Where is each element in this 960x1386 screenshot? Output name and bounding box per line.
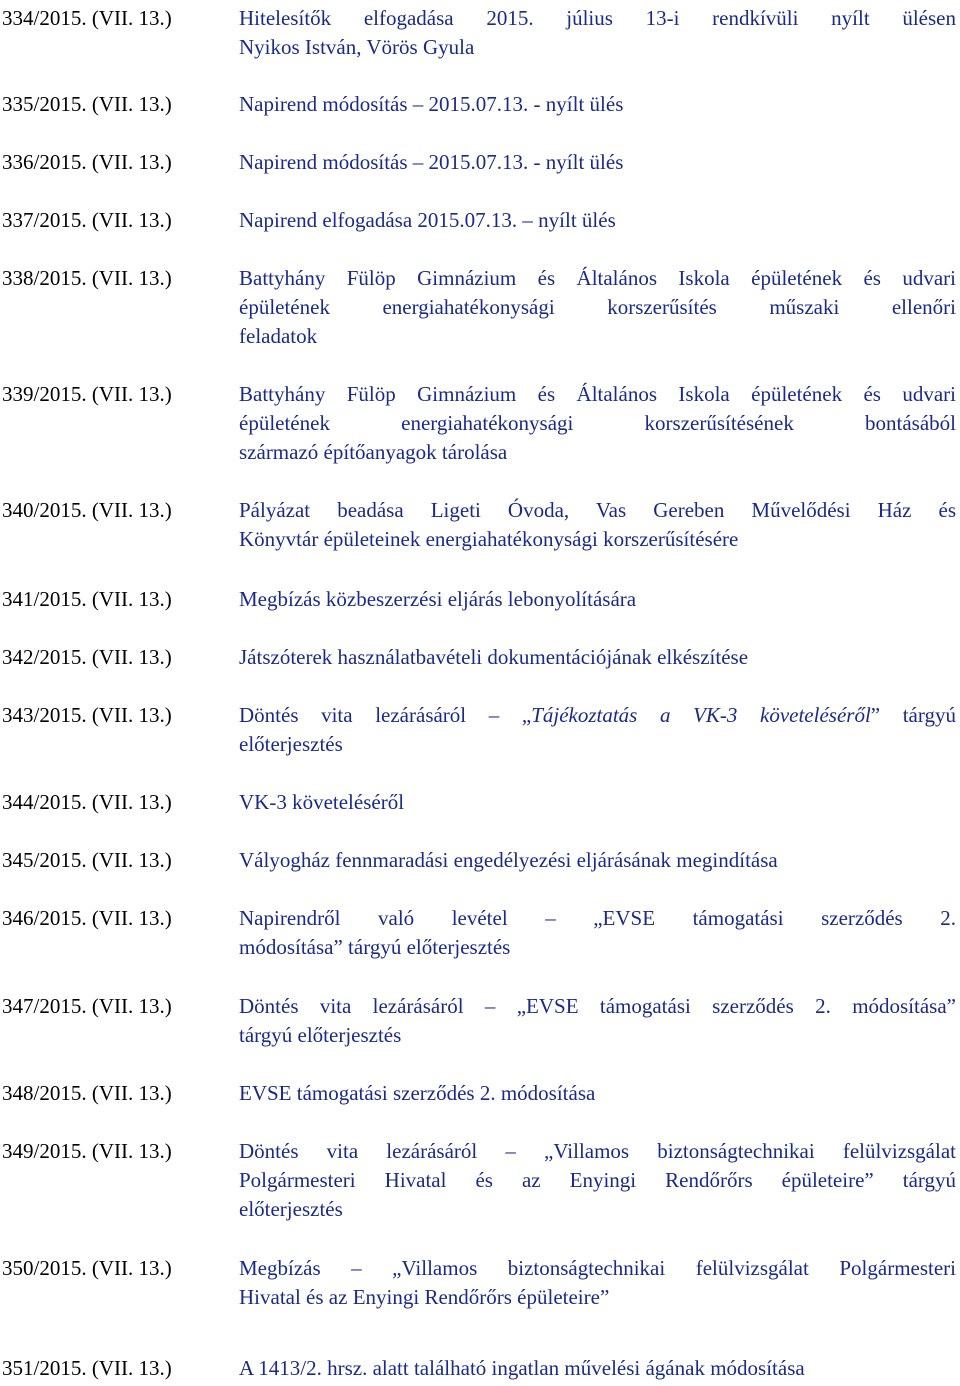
title-line: épületének energiahatékonysági korszerűsítésének bontásából: [239, 411, 956, 435]
title-line: feladatok: [239, 324, 318, 348]
resolution-title: [239, 206, 956, 235]
title-line: Könyvtár épületeinek energiahatékonysági korszerűsítésére: [239, 527, 739, 551]
resolution-title: [239, 496, 956, 554]
resolution-number: 334/2015. (VII. 13.): [2, 6, 172, 30]
resolution-title: [239, 1354, 956, 1383]
title-line: előterjesztés: [239, 1197, 343, 1221]
title-line: Battyhány Fülöp Gimnázium és Általános Iskola épületének és udvari: [239, 266, 956, 290]
resolution-number: 348/2015. (VII. 13.): [2, 1081, 172, 1105]
resolution-number: 335/2015. (VII. 13.): [2, 92, 172, 116]
resolution-number: 346/2015. (VII. 13.): [2, 906, 172, 930]
title-text: ” tárgyú: [870, 703, 956, 727]
resolution-number: 345/2015. (VII. 13.): [2, 848, 172, 872]
title-line: Napirend elfogadása 2015.07.13. – nyílt ülés: [239, 208, 616, 232]
title-line: Vályogház fennmaradási engedélyezési eljárásának megindítása: [239, 848, 778, 872]
resolution-number: 336/2015. (VII. 13.): [2, 150, 172, 174]
title-line: módosítása” tárgyú előterjesztés: [239, 935, 511, 959]
resolution-title: [239, 1137, 956, 1224]
resolution-number: 342/2015. (VII. 13.): [2, 645, 172, 669]
resolution-title: [239, 788, 956, 817]
resolution-number: 347/2015. (VII. 13.): [2, 994, 172, 1018]
title-line: Battyhány Fülöp Gimnázium és Általános Iskola épületének és udvari: [239, 382, 956, 406]
title-line: A 1413/2. hrsz. alatt található ingatlan művelési ágának módosítása: [239, 1356, 805, 1380]
resolution-number: 338/2015. (VII. 13.): [2, 266, 172, 290]
resolution-number: 350/2015. (VII. 13.): [2, 1256, 172, 1280]
resolution-title: [239, 846, 956, 875]
resolution-number: 339/2015. (VII. 13.): [2, 382, 172, 406]
title-line: Döntés vita lezárásáról – „Villamos biztonságtechnikai felülvizsgálat: [239, 1139, 956, 1163]
title-line: Játszóterek használatbavételi dokumentációjának elkészítése: [239, 645, 749, 669]
title-line: VK-3 követeléséről: [239, 790, 405, 814]
resolution-number: 351/2015. (VII. 13.): [2, 1356, 172, 1380]
resolution-title: [239, 264, 956, 351]
title-line: Napirend módosítás – 2015.07.13. - nyílt ülés: [239, 150, 624, 174]
title-line: származó építőanyagok tárolása: [239, 440, 508, 464]
resolution-number: 349/2015. (VII. 13.): [2, 1139, 172, 1163]
title-line: EVSE támogatási szerződés 2. módosítása: [239, 1081, 596, 1105]
resolution-title: [239, 904, 956, 962]
title-italic-text: Tájékoztatás a VK-3 követeléséről: [531, 703, 871, 727]
title-line: Megbízás – „Villamos biztonságtechnikai felülvizsgálat Polgármesteri: [239, 1256, 956, 1280]
resolution-title: [239, 1254, 956, 1312]
title-line: Nyikos István, Vörös Gyula: [239, 35, 475, 59]
resolution-title: [239, 4, 956, 62]
resolution-number: 343/2015. (VII. 13.): [2, 703, 172, 727]
title-text: Döntés vita lezárásáról – „: [239, 703, 532, 727]
title-line: Napirendről való levétel – „EVSE támogatási szerződés 2.: [239, 906, 956, 930]
title-line: Hitelesítők elfogadása 2015. július 13-i rendkívüli nyílt ülésen: [239, 6, 956, 30]
resolution-title: [239, 643, 956, 672]
resolution-title: [239, 1079, 956, 1108]
resolution-title: [239, 90, 956, 119]
resolution-title: [239, 585, 956, 614]
title-line: [239, 701, 956, 730]
title-line: Polgármesteri Hivatal és az Enyingi Rendőrőrs épületeire” tárgyú: [239, 1168, 956, 1192]
resolution-number: 344/2015. (VII. 13.): [2, 790, 172, 814]
resolution-number: 341/2015. (VII. 13.): [2, 587, 172, 611]
title-line: Döntés vita lezárásáról – „EVSE támogatási szerződés 2. módosítása”: [239, 994, 956, 1018]
title-line: épületének energiahatékonysági korszerűsítés műszaki ellenőri: [239, 295, 956, 319]
resolution-number: 340/2015. (VII. 13.): [2, 498, 172, 522]
resolution-title: [239, 992, 956, 1050]
resolution-title: [239, 701, 956, 759]
title-line: tárgyú előterjesztés: [239, 1023, 402, 1047]
title-line: Hivatal és az Enyingi Rendőrőrs épületeire”: [239, 1285, 610, 1309]
title-line: Megbízás közbeszerzési eljárás lebonyolítására: [239, 587, 637, 611]
resolution-title: [239, 380, 956, 467]
resolution-title: [239, 148, 956, 177]
title-line: előterjesztés: [239, 732, 343, 756]
resolution-number: 337/2015. (VII. 13.): [2, 208, 172, 232]
title-line: Napirend módosítás – 2015.07.13. - nyílt ülés: [239, 92, 624, 116]
title-line: Pályázat beadása Ligeti Óvoda, Vas Gereben Művelődési Ház és: [239, 498, 956, 522]
